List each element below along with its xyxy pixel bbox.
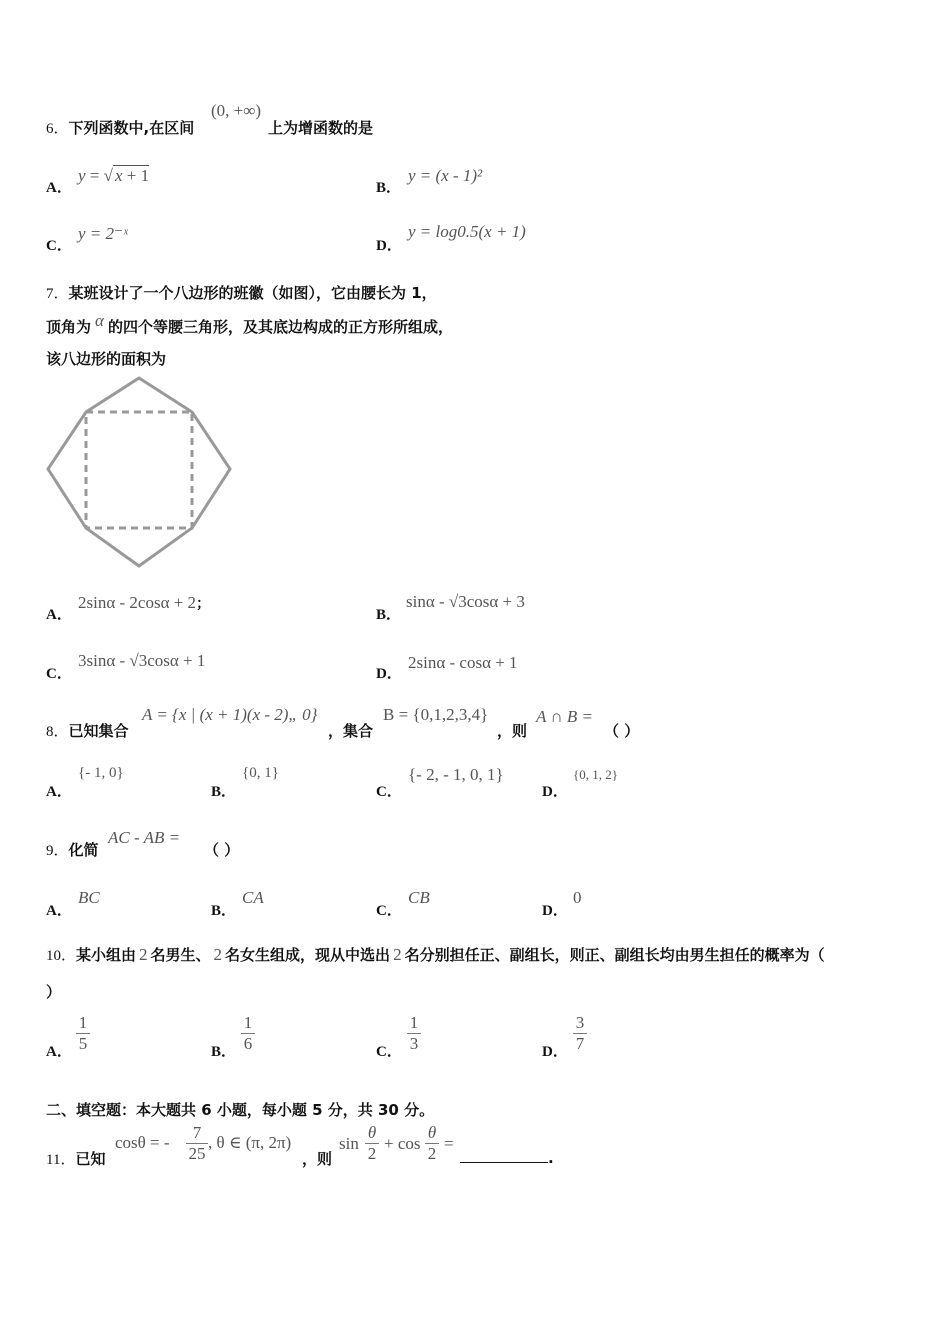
q11-number: 11． xyxy=(46,1152,76,1168)
q11-cos-lhs: cosθ = - xyxy=(115,1133,170,1152)
q9-stem: 9．化简 xyxy=(46,841,99,859)
q10-option-c-fraction: 1 3 xyxy=(406,1013,422,1054)
q7-option-d-expr: 2sinα - cosα + 1 xyxy=(408,653,518,672)
q10-option-b-label: B． xyxy=(211,1044,237,1060)
q8-stem-b: ，集合 xyxy=(328,722,374,740)
q9-number: 9． xyxy=(46,843,69,859)
q8-number: 8． xyxy=(46,724,69,740)
q11-condition: , θ ∈ (π, 2π) xyxy=(208,1133,292,1152)
q7-option-c-label: C． xyxy=(46,666,72,682)
q11-half-theta-1: θ 2 xyxy=(364,1123,380,1164)
q10-option-a-label: A． xyxy=(46,1044,72,1060)
q8-option-d-expr: {0, 1, 2} xyxy=(573,767,618,782)
q11-fraction: 7 25 xyxy=(185,1123,209,1164)
q10-option-b-fraction: 1 6 xyxy=(240,1013,256,1054)
q8-option-b-label: B． xyxy=(211,784,237,800)
answer-line[interactable] xyxy=(460,1148,548,1163)
q6-option-c-expr: y = 2⁻ˣ xyxy=(78,224,128,243)
q10-close-paren: ） xyxy=(46,983,62,1001)
q11-plus-cos: + cos xyxy=(384,1134,421,1153)
q9-option-c-label: C． xyxy=(376,903,402,919)
q9-option-b-label: B． xyxy=(211,903,237,919)
q6-number: 6． xyxy=(46,121,69,137)
q7-line1: 7．某班设计了一个八边形的班徽（如图），它由腰长为 1， xyxy=(46,284,437,302)
q6-text-b: 上为增函数的是 xyxy=(268,119,374,137)
q11-answer-blank[interactable]: . xyxy=(460,1148,554,1167)
q8-intersection: A ∩ B = xyxy=(536,707,593,726)
q8-option-d-label: D． xyxy=(542,784,568,800)
q7-line2: 顶角为 α 的四个等腰三角形，及其底边构成的正方形所组成， xyxy=(46,311,453,336)
q7-number: 7． xyxy=(46,286,69,302)
octagon-outline xyxy=(48,378,230,566)
q9-expr: AC - AB = xyxy=(108,828,181,847)
q10-option-a-fraction: 1 5 xyxy=(75,1013,91,1054)
q8-option-c-label: C． xyxy=(376,784,402,800)
q6-text-a: 下列函数中,在区间 xyxy=(68,119,195,137)
q6-option-b-label: B． xyxy=(376,180,402,196)
q6-stem xyxy=(46,117,194,138)
q11-sin: sin xyxy=(339,1134,359,1153)
q6-option-d-label: D． xyxy=(376,238,402,254)
q8-option-a-expr: {- 1, 0} xyxy=(78,765,124,781)
q6-option-a-label: A． xyxy=(46,180,72,196)
q8-set-b: B = {0,1,2,3,4} xyxy=(383,705,489,724)
q8-paren: （ ） xyxy=(604,722,640,740)
q9-option-c-expr: CB xyxy=(408,888,430,907)
q10-option-d-fraction: 3 7 xyxy=(572,1013,588,1054)
q7-option-c-expr: 3sinα - √3cosα + 1 xyxy=(78,651,206,670)
q9-option-d-label: D． xyxy=(542,903,568,919)
inner-square-dashed xyxy=(86,412,192,528)
q9-option-d-expr: 0 xyxy=(573,888,582,907)
q7-line3: 该八边形的面积为 xyxy=(46,350,167,368)
q11-stem-a: 11．已知 xyxy=(46,1150,106,1168)
q9-option-b-expr: CA xyxy=(242,888,264,907)
q6-option-b-expr: y = (x - 1)² xyxy=(408,166,483,185)
q7-option-d-label: D． xyxy=(376,666,402,682)
q8-option-a-label: A． xyxy=(46,784,72,800)
q11-equals: = xyxy=(444,1134,454,1153)
q6-interval: (0, +∞) xyxy=(211,101,262,120)
q7-alpha: α xyxy=(95,311,104,330)
q10-stem: 10．某小组由 2 名男生、 2 名女生组成，现从中选出 2 名分别担任正、副组长，则正、副组长均由男生担任的概率为（ xyxy=(46,945,825,964)
q8-option-b-expr: {0, 1} xyxy=(242,765,279,781)
q8-option-c-expr: {- 2, - 1, 0, 1} xyxy=(408,765,504,784)
q7-option-a-label: A． xyxy=(46,607,72,623)
q7-option-b-label: B． xyxy=(376,607,402,623)
q9-paren: （ ） xyxy=(204,841,240,859)
q9-option-a-expr: BC xyxy=(78,888,100,907)
q10-number: 10． xyxy=(46,948,77,964)
q7-option-a-expr: 2sinα - 2cosα + 2； xyxy=(78,593,211,612)
q8-stem-c: ，则 xyxy=(497,722,528,740)
q10-option-d-label: D． xyxy=(542,1044,568,1060)
octagon-badge-figure xyxy=(42,372,242,578)
q10-option-c-label: C． xyxy=(376,1044,402,1060)
q7-option-b-expr: sinα - √3cosα + 3 xyxy=(406,592,525,611)
q8-set-a: A = {x | (x + 1)(x - 2)„ 0} xyxy=(142,705,318,724)
q6-option-d-expr: y = log0.5(x + 1) xyxy=(408,222,526,241)
q11-stem-b: ，则 xyxy=(302,1150,333,1168)
q6-option-a-expr: y = √ x + 1 xyxy=(78,166,150,185)
section2-title: 二、填空题：本大题共 6 小题，每小题 5 分，共 30 分。 xyxy=(46,1101,435,1119)
q11-half-theta-2: θ 2 xyxy=(424,1123,440,1164)
q6-option-c-label: C． xyxy=(46,238,72,254)
q9-option-a-label: A． xyxy=(46,903,72,919)
q8-stem-a: 8．已知集合 xyxy=(46,722,129,740)
